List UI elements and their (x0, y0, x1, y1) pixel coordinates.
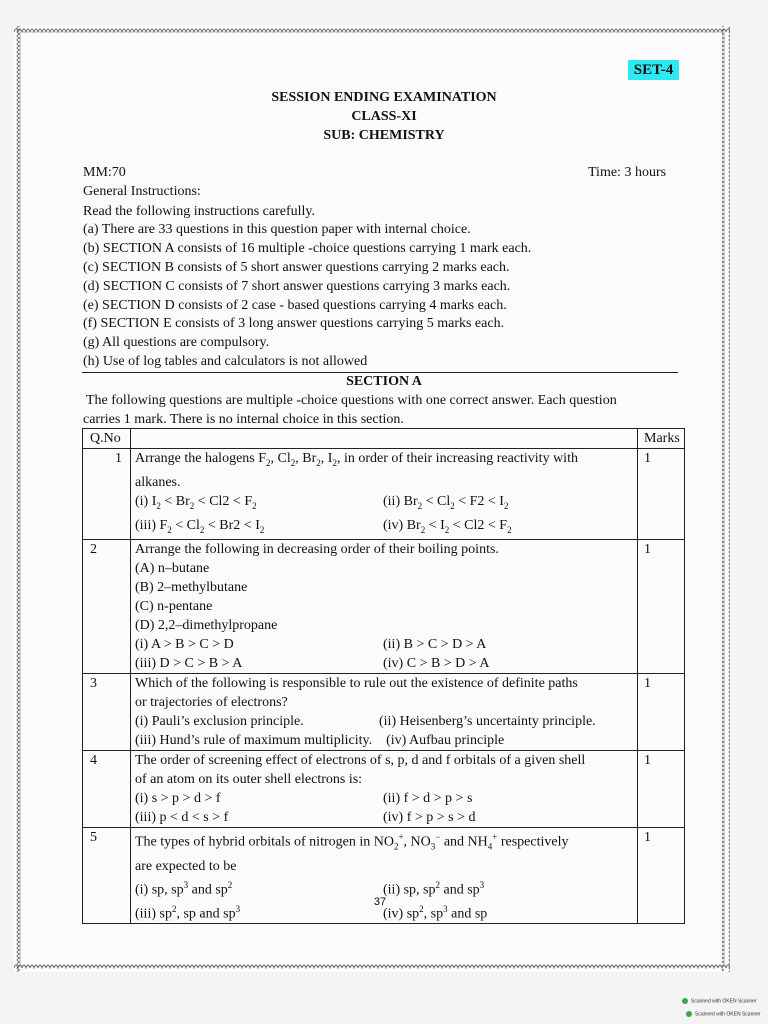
question-item: (B) 2–methylbutane (135, 580, 248, 596)
question-marks: 1 (638, 828, 685, 924)
answer-option: (iv) C > B > D > A (383, 656, 490, 672)
section-divider (82, 372, 678, 373)
question-item: (C) n-pentane (135, 599, 213, 615)
question-marks: 1 (638, 674, 685, 751)
table-row (83, 828, 685, 924)
class-label: CLASS-XI (351, 109, 417, 124)
question-text (131, 751, 638, 828)
question-text-line: Which of the following is responsible to rule out the existence of definite paths (135, 676, 578, 692)
scanner-logo-icon (682, 998, 688, 1004)
table-row (83, 751, 685, 828)
instruction-item: (g) All questions are compulsory. (83, 335, 270, 350)
answer-option: (iv) $sp^2$, $sp^3$ and sp (383, 903, 488, 922)
question-text: Arrange the halogens $F_2$, $Cl_2$, $Br_2$, $I_2$, in order of their increasing reactivity with alkanes. (i) $I_2 < Br_2 < Cl2 < F_2$ (ii) $Br_2 < Cl_2 < F2 < I_2$ (iii) $F_2 < Cl_2 < Br2 < I_2$ (iv) $Br_2 < I_2 < Cl2 < F_2$ (131, 449, 638, 540)
column-header-question (131, 429, 638, 449)
answer-option: (iv) $Br_2 < I_2 < Cl2 < F_2$ (383, 517, 512, 535)
answer-option: (ii) sp, $sp^2$ and $sp^3$ (383, 879, 485, 898)
instructions-heading: General Instructions: (83, 184, 201, 199)
table-row (83, 674, 685, 751)
answer-option: (i) $I_2 < Br_2 < Cl2 < F_2$ (135, 493, 257, 511)
answer-option: (iii) p < d < s > f (135, 810, 229, 826)
answer-option: (i) s > p > d > f (135, 791, 221, 807)
question-text (131, 540, 638, 674)
question-number: 2 (83, 540, 131, 674)
set-label-badge: SET-4 (628, 60, 679, 80)
instruction-item: (c) SECTION B consists of 5 short answer questions carrying 2 marks each. (83, 260, 510, 275)
questions-table (82, 428, 685, 924)
instruction-item: (e) SECTION D consists of 2 case - based questions carrying 4 marks each. (83, 298, 507, 313)
scanner-logo-icon (686, 1011, 692, 1017)
page-number: 37 (373, 896, 387, 908)
instruction-item: (b) SECTION A consists of 16 multiple -choice questions carrying 1 mark each. (83, 241, 532, 256)
scanner-watermark: Scanned with OKEN Scanner (682, 998, 757, 1004)
question-text-line: Arrange the following in decreasing order of their boiling points. (135, 542, 499, 558)
exam-title: SESSION ENDING EXAMINATION (271, 90, 497, 105)
exam-time: Time: 3 hours (588, 165, 667, 180)
answer-option: (i) Pauli’s exclusion principle. (135, 714, 304, 730)
subject-label: SUB: CHEMISTRY (323, 128, 445, 143)
instruction-item: (a) There are 33 questions in this question paper with internal choice. (83, 222, 471, 237)
question-text: The types of hybrid orbitals of nitrogen in $NO_2^+$, $NO_3^-$ and $NH_4^+$ respectively are expected to be (i) sp, $sp^3$ and $sp^2$ (ii) sp, $sp^2$ and $sp^3$ (iii) $sp^2$, sp and $sp^3$ (iv) $sp^2$, $sp^3$ and sp (131, 828, 638, 924)
answer-option: (iii) $sp^2$, sp and $sp^3$ (135, 903, 241, 922)
column-header-marks: Marks (638, 429, 685, 449)
answer-option: (iii) $F_2 < Cl_2 < Br2 < I_2$ (135, 517, 265, 535)
answer-option: (iv) Aufbau principle (386, 733, 505, 749)
question-marks: 1 (638, 449, 685, 540)
question-item: (A) n–butane (135, 561, 210, 577)
question-marks: 1 (638, 540, 685, 674)
table-header-row (83, 429, 685, 449)
question-number: 5 (83, 828, 131, 924)
table-row (83, 540, 685, 674)
question-item: (D) 2,2–dimethylpropane (135, 618, 278, 634)
instruction-item: (f) SECTION E consists of 3 long answer questions carrying 5 marks each. (83, 316, 505, 331)
answer-option: (ii) B > C > D > A (383, 637, 487, 653)
question-marks: 1 (638, 751, 685, 828)
answer-option: (i) sp, $sp^3$ and $sp^2$ (135, 879, 233, 898)
answer-option: (ii) Heisenberg’s uncertainty principle. (379, 714, 596, 730)
answer-option: (i) A > B > C > D (135, 637, 234, 653)
section-description: The following questions are multiple -choice questions with one correct answer. Each question (86, 393, 617, 408)
answer-option: (iii) Hund’s rule of maximum multiplicity. (135, 733, 373, 749)
question-text-line: alkanes. (135, 474, 181, 490)
table-row (83, 449, 685, 540)
max-marks: MM:70 (83, 165, 126, 180)
question-text (131, 674, 638, 751)
section-title: SECTION A (346, 374, 422, 389)
section-description: carries 1 mark. There is no internal choice in this section. (83, 412, 404, 427)
instruction-item: (d) SECTION C consists of 7 short answer questions carrying 3 marks each. (83, 279, 511, 294)
question-text-line: or trajectories of electrons? (135, 695, 288, 711)
answer-option: (ii) $Br_2 < Cl_2 < F2 < I_2$ (383, 493, 509, 511)
answer-option: (iv) f > p > s > d (383, 810, 476, 826)
question-number: 4 (83, 751, 131, 828)
instruction-item: (h) Use of log tables and calculators is not allowed (83, 354, 368, 369)
question-number: 3 (83, 674, 131, 751)
question-text-line: The order of screening effect of electrons of s, p, d and f orbitals of a given shell (135, 753, 586, 769)
question-text-line: of an atom on its outer shell electrons is: (135, 772, 363, 788)
question-number: 1 (83, 449, 131, 540)
answer-option: (iii) D > C > B > A (135, 656, 243, 672)
column-header-qno: Q.No (83, 429, 131, 449)
instructions-intro: Read the following instructions carefully. (83, 204, 315, 219)
answer-option: (ii) f > d > p > s (383, 791, 473, 807)
scanner-watermark: Scanned with OKEN Scanner (686, 1011, 761, 1017)
question-text-line: are expected to be (135, 858, 237, 874)
